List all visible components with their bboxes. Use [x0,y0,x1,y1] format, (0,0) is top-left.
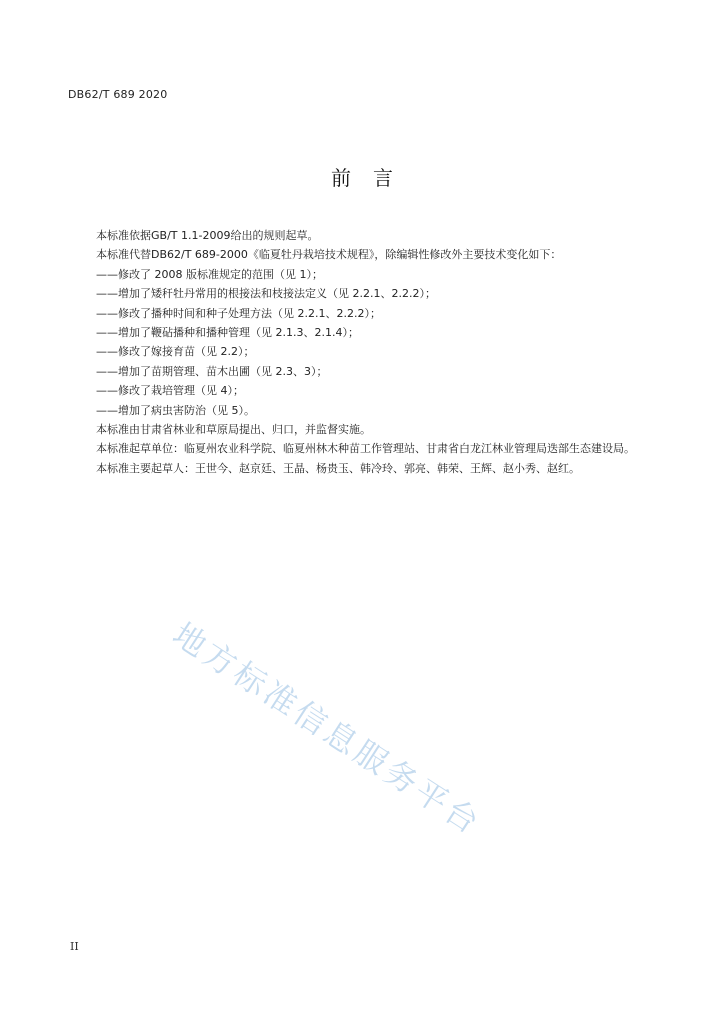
change-item: ——修改了 2008 版标准规定的范围（见 1）； [96,267,323,281]
watermark: 地方标准信息服务平台 [166,615,489,843]
drafters-paragraph: 本标准主要起草人：王世今、赵京廷、王晶、杨贵玉、韩冷玲、郭亮、韩荣、王辉、赵小秀、赵红。 [96,461,580,475]
proposed-by-paragraph: 本标准由甘肃省林业和草原局提出、归口，并监督实施。 [96,423,371,437]
change-item: ——增加了病虫害防治（见 5）。 [96,403,255,417]
page-number: II [70,940,79,953]
change-item: ——增加了矮秆牡丹常用的根接法和枝接法定义（见 2.2.1、2.2.2）； [96,287,436,301]
change-item: ——增加了鞭砧播种和播种管理（见 2.1.3、2.1.4）； [96,326,359,340]
page-title: 前言 [331,166,415,190]
change-item: ——修改了栽培管理（见 4）； [96,384,244,398]
change-item: ——增加了苗期管理、苗木出圃（见 2.3、3）； [96,364,328,378]
change-item: ——修改了嫁接育苗（见 2.2）； [96,345,255,359]
document-code: DB62/T 689 2020 [68,88,168,101]
replaces-paragraph: 本标准代替DB62/T 689-2000《临夏牡丹栽培技术规程》，除编辑性修改外主要技术变化如下： [96,248,562,262]
basis-paragraph: 本标准依据GB/T 1.1-2009给出的规则起草。 [96,229,319,242]
change-item: ——修改了播种时间和种子处理方法（见 2.2.1、2.2.2）； [96,306,381,320]
foreword-body [76,226,646,478]
drafting-units-paragraph: 本标准起草单位：临夏州农业科学院、临夏州林木种苗工作管理站、甘肃省白龙江林业管理局迭部生态建设局。 [96,442,635,456]
